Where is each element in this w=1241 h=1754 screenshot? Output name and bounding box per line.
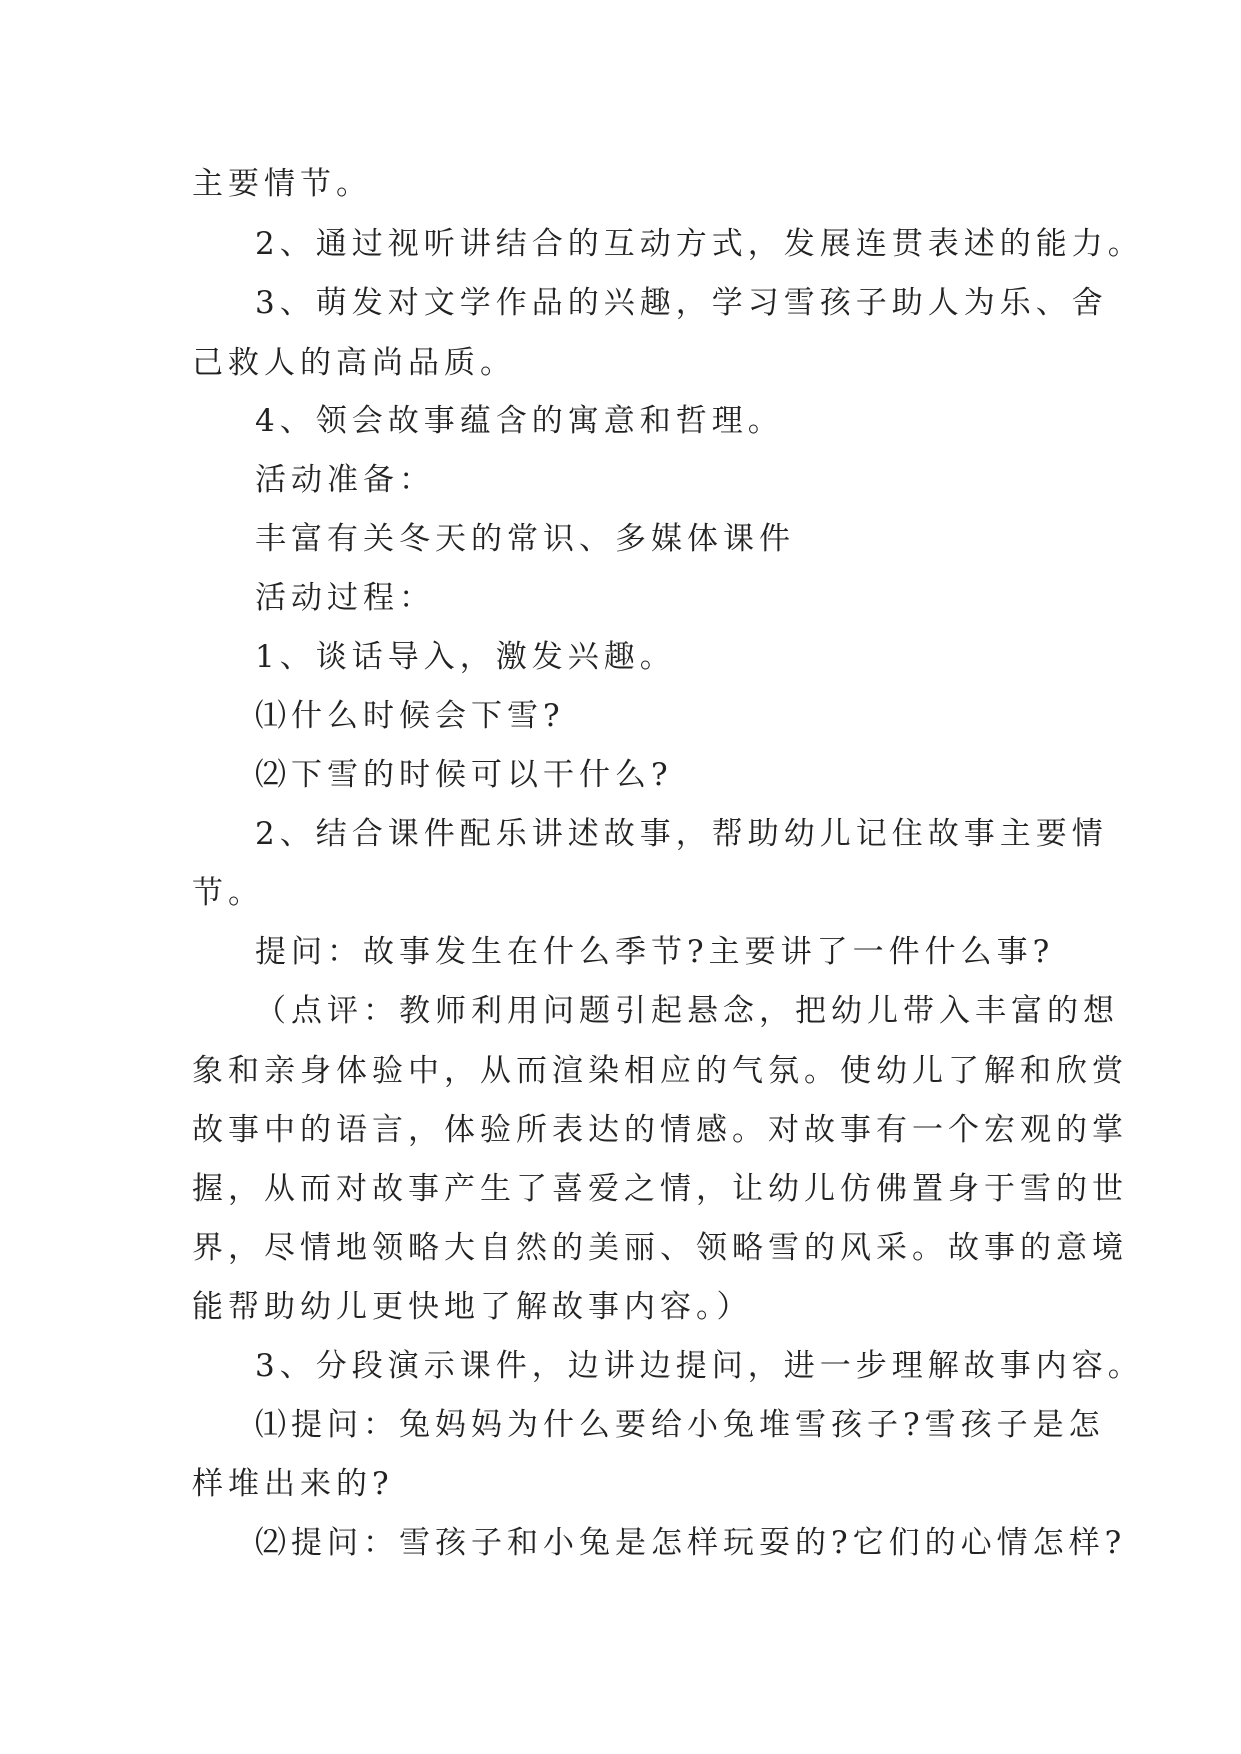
- text-line: ⑵下雪的时候可以干什么?: [255, 757, 673, 793]
- text-line: 3、分段演示课件，边讲边提问，进一步理解故事内容。: [255, 1348, 1144, 1384]
- text-line: 样堆出来的?: [192, 1466, 394, 1502]
- text-line: 握，从而对故事产生了喜爱之情，让幼儿仿佛置身于雪的世: [192, 1171, 1128, 1207]
- text-line: 4、领会故事蕴含的寓意和哲理。: [255, 403, 784, 439]
- text-line: 主要情节。: [192, 166, 372, 202]
- text-line: 2、结合课件配乐讲述故事，帮助幼儿记住故事主要情: [255, 816, 1108, 852]
- text-line: 己救人的高尚品质。: [192, 345, 516, 381]
- text-line: ⑵提问：雪孩子和小兔是怎样玩耍的?它们的心情怎样?: [255, 1525, 1127, 1561]
- text-line: 象和亲身体验中，从而渲染相应的气氛。使幼儿了解和欣赏: [192, 1053, 1128, 1089]
- text-line: 活动过程：: [255, 580, 435, 616]
- text-line: 1、谈话导入，激发兴趣。: [255, 639, 676, 675]
- text-line: 2、通过视听讲结合的互动方式，发展连贯表述的能力。: [255, 226, 1144, 262]
- text-line: 活动准备：: [255, 462, 435, 498]
- text-line: ⑴提问：兔妈妈为什么要给小兔堆雪孩子?雪孩子是怎: [255, 1407, 1105, 1443]
- text-line: ⑴什么时候会下雪?: [255, 698, 565, 734]
- text-line: 节。: [192, 875, 264, 911]
- text-line: 故事中的语言，体验所表达的情感。对故事有一个宏观的掌: [192, 1112, 1128, 1148]
- text-line: 提问：故事发生在什么季节?主要讲了一件什么事?: [255, 934, 1055, 970]
- text-line: 能帮助幼儿更快地了解故事内容。）: [192, 1289, 753, 1325]
- text-line: （点评：教师利用问题引起悬念，把幼儿带入丰富的想: [255, 993, 1119, 1029]
- text-line: 丰富有关冬天的常识、多媒体课件: [255, 521, 795, 557]
- text-line: 3、萌发对文学作品的兴趣，学习雪孩子助人为乐、舍: [255, 285, 1108, 321]
- text-line: 界，尽情地领略大自然的美丽、领略雪的风采。故事的意境: [192, 1230, 1128, 1266]
